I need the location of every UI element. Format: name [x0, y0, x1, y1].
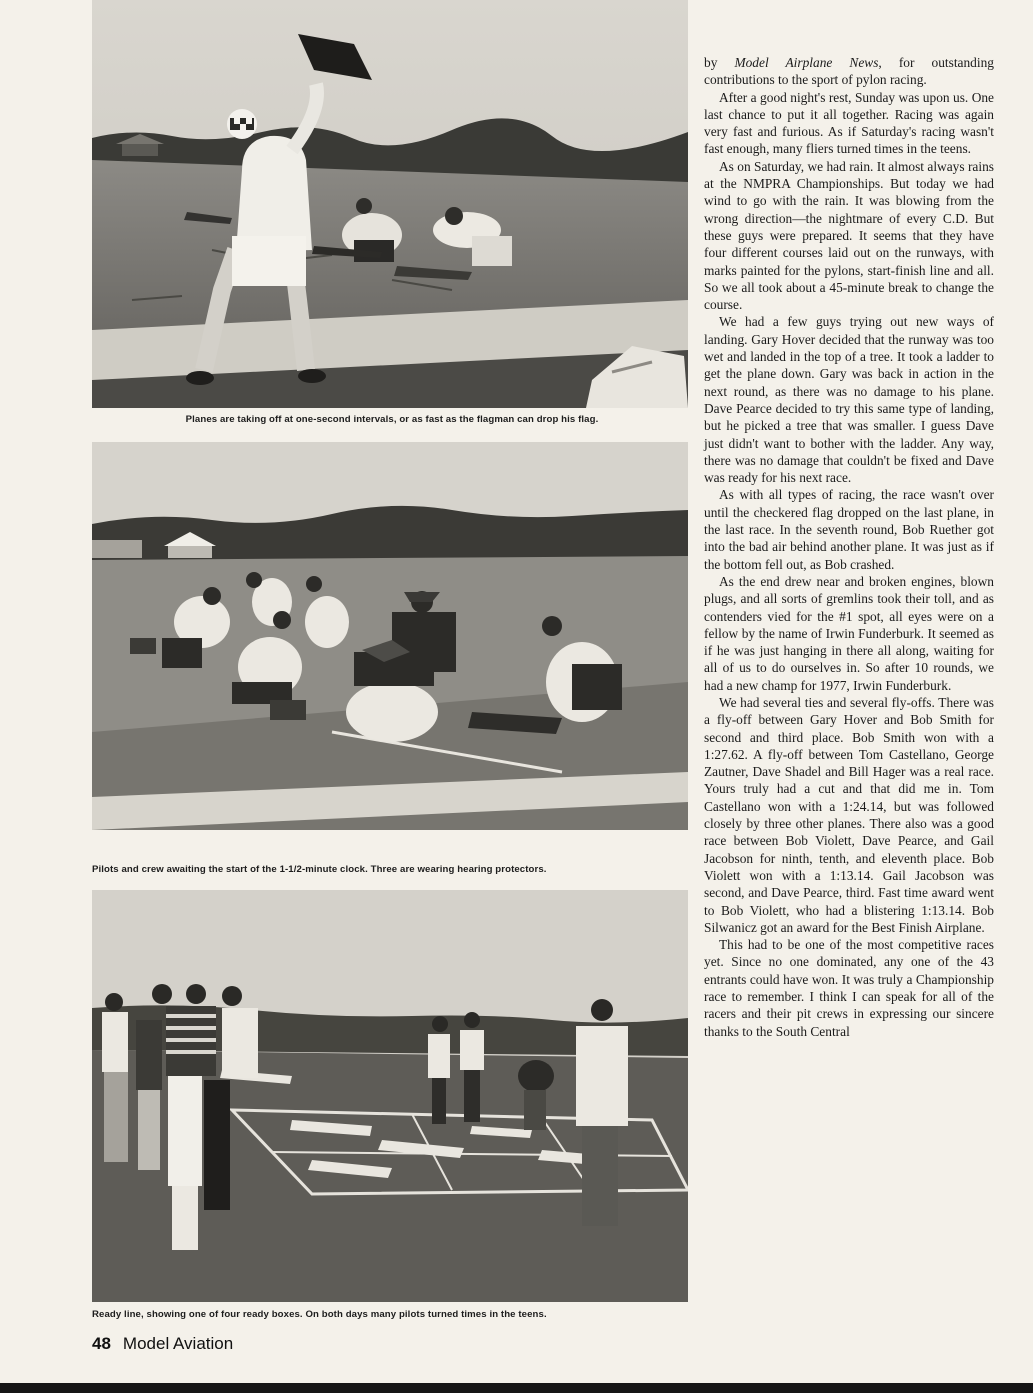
page-number: 48	[92, 1334, 111, 1353]
article-paragraph: As with all types of racing, the race wasn't over until the checkered flag dropped on the last plane, in the last race. In the seventh round, Bob Ruether got into the bad air behind another plane. It was just as if the bottom fell out, as Bob crashed.	[704, 487, 994, 572]
caption-photo-1: Planes are taking off at one-second intervals, or as fast as the flagman can drop his flag.	[185, 414, 599, 425]
page-footer	[92, 1334, 233, 1354]
photo-flagman-takeoff	[92, 0, 688, 408]
article-paragraph: We had a few guys trying out new ways of landing. Gary Hover decided that the runway was too wet and landed in the top of a tree. It took a ladder to get the plane down. Gary was back in action in the next round, as there was no damage to his plane. Dave Pearce decided to try this same type of landing, but he picked a tree that was smaller. I guess Dave just didn't want to bother with the ladder. Any way, there was no damage that couldn't be fixed and Dave was ready for his next race.	[704, 314, 994, 486]
article-paragraph: As on Saturday, we had rain. It almost always rains at the NMPRA Championships. But today we had wind to go with the rain. It was blowing from the wrong direction—the nightmare of every C.D. But these guys were prepared. It seems that they have four different courses laid out on the runways, with marks painted for the pylons, start-finish line and all. So we all took about a 45-minute break to change the course.	[704, 158, 994, 313]
scan-border	[0, 1383, 1033, 1393]
caption-photo-2: Pilots and crew awaiting the start of the 1-1/2-minute clock. Three are wearing hearing protectors.	[92, 864, 547, 875]
photo-pilots-waiting	[92, 442, 688, 830]
article-paragraph: by Model Airplane News, for outstanding contributions to the sport of pylon racing.	[704, 55, 994, 88]
article-paragraph: As the end drew near and broken engines, blown plugs, and all sorts of gremlins took their toll, and as contenders vied for the #1 spot, all eyes were on a fellow by the name of Irwin Funderburk. It seemed as if he was just hanging in there all along, waiting for all of us to do ourselves in. So after 10 rounds, we had a new champ for 1977, Irwin Funderburk.	[704, 573, 994, 693]
article-paragraph: After a good night's rest, Sunday was upon us. One last chance to put it all together. Racing was again very fast and furious. As if Saturday's racing wasn't fast enough, many fliers turned times in the teens.	[704, 89, 994, 157]
article-paragraph: This had to be one of the most competitive races yet. Since no one dominated, any one of the 43 entrants could have won. It was truly a Championship race to remember. I think I can speak for all of the racers and their pit crews in expressing our sincere thanks to the South Central	[704, 937, 994, 1039]
article-paragraph: We had several ties and several fly-offs. There was a fly-off between Gary Hover and Bob Smith for second and third place. Bob Smith won with a 1:27.62. A fly-off between Tom Castellano, George Zautner, Dave Shadel and Bill Hager was a real race. Yours truly had a cut and that did me in. Tom Castellano won with a 1:24.14, but was followed closely by three other planes. There also was a good race between Bob Violett, Dave Pearce, and Gail Jacobson for ninth, tenth, and eleventh place. Bob Violett won with a 1:13.14. Gail Jacobson was second, and Dave Pearce, third. Fast time award went to Bob Violett, who had a blistering 1:13.14. Bob Silwanicz got an award for the Best Finish Airplane.	[704, 694, 994, 935]
caption-photo-3: Ready line, showing one of four ready boxes. On both days many pilots turned times in the teens.	[92, 1309, 547, 1320]
magazine-name: Model Aviation	[122, 1334, 234, 1353]
publication-title: Model Airplane News	[734, 55, 879, 70]
article-column	[704, 54, 994, 1040]
photo-ready-line	[92, 890, 688, 1302]
